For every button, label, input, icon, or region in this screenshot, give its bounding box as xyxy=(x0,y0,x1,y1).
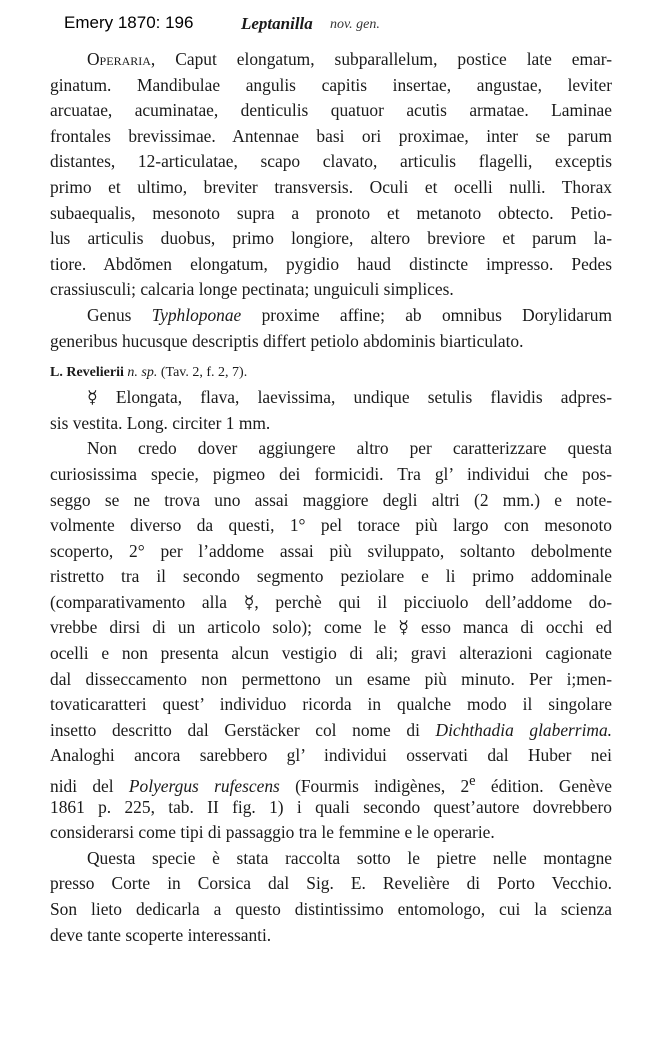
text-line: deve tante scoperte interessanti. xyxy=(50,924,272,945)
text-line: Analoghi ancora sarebbero gl’ individui osservati dal Huber nei xyxy=(50,745,612,766)
text-line: presso Corte in Corsica dal Sig. E. Revelière di Porto Vecchio. xyxy=(50,873,612,894)
text-line: generibus hucusque descriptis differt petiolo abdominis biarticulato. xyxy=(50,330,524,351)
text-line: considerarsi come tipi di passaggio tra le femmine e le operarie. xyxy=(50,822,495,843)
text-line: crassiusculi; calcaria longe pectinata; unguiculi simplices. xyxy=(50,279,454,300)
genus-description xyxy=(50,47,612,303)
text-line: distantes, 12-articulatae, scapo clavato, articulis flagelli, exceptis xyxy=(50,151,612,172)
collection-note xyxy=(50,846,612,948)
text-line: (comparativamento alla ☿, perchè qui il picciuolo dell’addome do- xyxy=(50,591,612,612)
text-line: Non credo dover aggiungere altro per caratterizzare questa xyxy=(87,438,612,459)
text-line: seggo se ne trova uno assai maggiore degli altri (2 mm.) e note- xyxy=(50,489,612,510)
text-line: Operaria, Caput elongatum, subparallelum, postice late emar- xyxy=(87,49,612,69)
species-heading: L. Revelierii n. sp. (Tav. 2, f. 2, 7). xyxy=(50,365,248,381)
text-line: ristretto tra il secondo segmento peziolare e li primo addominale xyxy=(50,566,612,587)
text-line: tovaticaratteri quest’ individuo ricorda in qualche modo il singolare xyxy=(50,694,612,715)
text-line: dal disseccamento non permettono un esame più minuto. Per i;men- xyxy=(50,668,612,689)
species-discussion xyxy=(50,436,612,846)
text-line: arcuatae, acuminatae, denticulis quatuor acutis armatae. Laminae xyxy=(50,100,612,121)
genus-comparison xyxy=(50,303,612,354)
text-line: ocelli e non presenta alcun vestigio di ali; gravi alterazioni cagionate xyxy=(50,643,612,664)
text-line: 1861 p. 225, tab. II fig. 1) i quali secondo quest’autore dovrebbero xyxy=(50,796,612,817)
text-line: lus articulis duobus, primo longiore, altero breviore et parum la- xyxy=(50,228,612,249)
text-line: ginatum. Mandibulae angulis capitis insertae, angustae, leviter xyxy=(50,74,612,95)
genus-status: nov. gen. xyxy=(330,17,380,32)
text-line: primo et ultimo, breviter transversis. Oculi et ocelli nulli. Thorax xyxy=(50,176,612,197)
text-line: curiosissima specie, pigmeo dei formicidi. Tra gl’ individui che pos- xyxy=(50,463,612,484)
text-line: volmente diverso da questi, 1° pel torace più largo con mesonoto xyxy=(50,515,612,536)
text-line: Genus Typhloponae proxime affine; ab omnibus Dorylidarum xyxy=(87,304,612,325)
text-line: subaequalis, mesonoto supra a pronoto et metanoto obtecto. Petio- xyxy=(50,202,612,223)
species-description xyxy=(50,385,612,436)
text-line: frontales brevissimae. Antennae basi ori proximae, inter se parum xyxy=(50,125,612,146)
text-line: Son lieto dedicarla a questo distintissimo entomologo, cui la scienza xyxy=(50,899,612,919)
text-line: nidi del Polyergus rufescens (Fourmis indigènes, 2e édition. Genève xyxy=(50,773,612,796)
text-line: sis vestita. Long. circiter 1 mm. xyxy=(50,412,271,433)
text-line: ☿ Elongata, flava, laevissima, undique setulis flavidis adpres- xyxy=(87,387,612,408)
page-text xyxy=(50,47,612,948)
page-header-label: Emery 1870: 196 xyxy=(64,13,194,32)
text-line: tiore. Abdŏmen elongatum, pygidio haud distincte impresso. Pedes xyxy=(50,253,612,274)
genus-name: Leptanilla xyxy=(241,14,313,33)
text-line: insetto descritto dal Gerstäcker col nome di Dichthadia glaberrima. xyxy=(50,719,613,740)
text-line: scoperto, 2° per l’addome assai più sviluppato, soltanto debolmente xyxy=(50,540,612,561)
text-line: vrebbe dirsi di un articolo solo); come le ☿ esso manca di occhi ed xyxy=(50,617,612,638)
text-line: Questa specie è stata raccolta sotto le pietre nelle montagne xyxy=(87,847,612,868)
